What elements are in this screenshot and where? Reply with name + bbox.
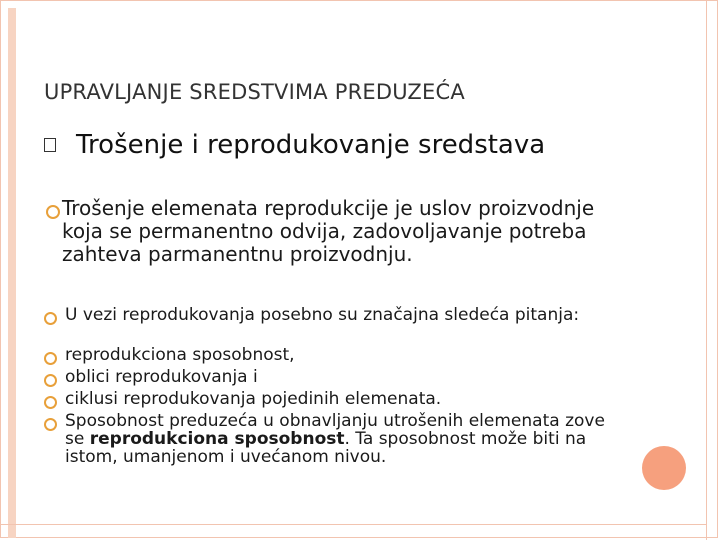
slide-title: UPRAVLJANJE SREDSTVIMA PREDUZEĆA	[44, 80, 465, 104]
definition-text-end: . Ta sposobnost može biti na istom, umanjenom i uvećanom nivou.	[65, 429, 587, 467]
definition-term: reprodukciona sposobnost	[89, 429, 345, 449]
list-item-text: U vezi reprodukovanja posebno su značajna sledeća pitanja:	[65, 305, 580, 325]
left-decor-band	[8, 8, 16, 538]
list-item-text: oblici reprodukovanja i	[65, 367, 258, 387]
ring-bullet-icon	[46, 205, 60, 219]
definition-text-start: Sposobnost preduzeća u obnavljanju utrošenih elemenata zove se	[65, 411, 605, 449]
ring-bullet-icon	[44, 418, 57, 431]
ring-bullet-icon	[44, 396, 57, 409]
checkbox-glyph-icon	[44, 138, 56, 152]
heading-text: Trošenje i reprodukovanje sredstava	[76, 130, 546, 160]
ring-bullet-icon	[44, 352, 57, 365]
frame-vertical-line	[706, 0, 707, 540]
ring-bullet-icon	[44, 374, 57, 387]
decorative-circle	[642, 446, 686, 490]
list-item-text: ciklusi reprodukovanja pojedinih elemenata.	[65, 389, 442, 409]
list-item-text	[65, 412, 605, 466]
main-bullet-text: Trošenje elemenata reprodukcije je uslov proizvodnje koja se permanentno odvija, zadovoljavanje potreba zahteva parmanentnu proizvodnju.	[62, 196, 595, 266]
ring-bullet-icon	[44, 312, 57, 325]
frame-horizontal-line	[0, 524, 706, 525]
list-item-text: reprodukciona sposobnost,	[65, 345, 295, 365]
